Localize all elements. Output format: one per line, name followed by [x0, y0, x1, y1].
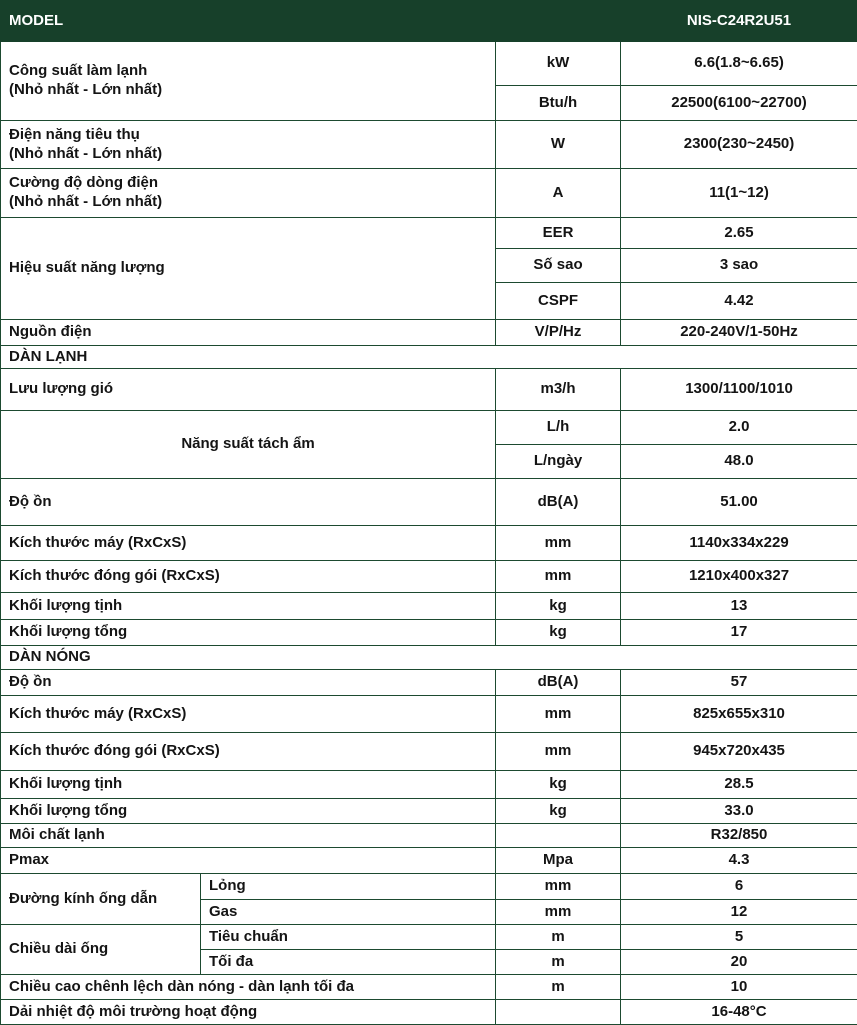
- spec-label: Pmax: [1, 848, 496, 874]
- spec-row: [1, 121, 857, 169]
- value-cell: R32/850: [621, 824, 857, 848]
- spec-label: Chiều dài ống: [1, 925, 201, 975]
- section-row: [1, 646, 857, 670]
- spec-label: Lưu lượng gió: [1, 369, 496, 411]
- spec-label: Khối lượng tịnh: [1, 771, 496, 799]
- spec-row: [1, 479, 857, 526]
- value-cell: 945x720x435: [621, 733, 857, 771]
- value-cell: 48.0: [621, 445, 857, 479]
- unit-cell: m: [496, 925, 621, 950]
- spec-sublabel: Tối đa: [201, 950, 496, 975]
- spec-row: [1, 975, 857, 1000]
- spec-row: [1, 670, 857, 696]
- model-value: NIS-C24R2U51: [621, 1, 857, 42]
- value-cell: 1140x334x229: [621, 526, 857, 561]
- value-cell: 4.3: [621, 848, 857, 874]
- value-cell: 57: [621, 670, 857, 696]
- spec-label: Khối lượng tịnh: [1, 593, 496, 620]
- value-cell: 3 sao: [621, 249, 857, 283]
- spec-row: [1, 874, 857, 900]
- value-cell: 825x655x310: [621, 696, 857, 733]
- unit-cell: W: [496, 121, 621, 169]
- spec-label: Kích thước máy (RxCxS): [1, 696, 496, 733]
- spec-row: [1, 1000, 857, 1025]
- spec-label: Độ ồn: [1, 670, 496, 696]
- value-cell: 5: [621, 925, 857, 950]
- spec-label: Môi chất lạnh: [1, 824, 496, 848]
- value-cell: 11(1~12): [621, 169, 857, 218]
- unit-cell: kg: [496, 771, 621, 799]
- spec-row: [1, 848, 857, 874]
- unit-cell: mm: [496, 561, 621, 593]
- spec-row: [1, 561, 857, 593]
- value-cell: 6: [621, 874, 857, 900]
- spec-label: Công suất làm lạnh (Nhỏ nhất - Lớn nhất): [1, 42, 496, 121]
- unit-cell: V/P/Hz: [496, 320, 621, 346]
- model-label: MODEL: [1, 1, 496, 42]
- spec-label: Đường kính ống dẫn: [1, 874, 201, 925]
- spec-row: [1, 218, 857, 249]
- unit-cell: mm: [496, 900, 621, 925]
- spec-label: Dải nhiệt độ môi trường hoạt động: [1, 1000, 496, 1025]
- section-title: DÀN NÓNG: [1, 646, 857, 670]
- value-cell: 220-240V/1-50Hz: [621, 320, 857, 346]
- spec-row: [1, 320, 857, 346]
- value-cell: 28.5: [621, 771, 857, 799]
- value-cell: 13: [621, 593, 857, 620]
- spec-label: Năng suất tách ẩm: [1, 411, 496, 479]
- spec-label: Nguồn điện: [1, 320, 496, 346]
- spec-row: [1, 925, 857, 950]
- unit-cell: mm: [496, 526, 621, 561]
- section-title: DÀN LẠNH: [1, 346, 857, 369]
- value-cell: 22500(6100~22700): [621, 86, 857, 121]
- value-cell: 20: [621, 950, 857, 975]
- unit-cell: Số sao: [496, 249, 621, 283]
- spec-label: Kích thước đóng gói (RxCxS): [1, 733, 496, 771]
- section-row: [1, 346, 857, 369]
- model-header-row: [1, 1, 857, 42]
- spec-row: [1, 593, 857, 620]
- table-body: [1, 42, 857, 1025]
- value-cell: 16-48°C: [621, 1000, 857, 1025]
- spec-row: [1, 799, 857, 824]
- spec-sublabel: Gas: [201, 900, 496, 925]
- spec-row: [1, 169, 857, 218]
- unit-cell: kg: [496, 620, 621, 646]
- value-cell: 17: [621, 620, 857, 646]
- spec-sublabel: Tiêu chuẩn: [201, 925, 496, 950]
- spec-label: Khối lượng tổng: [1, 620, 496, 646]
- value-cell: 12: [621, 900, 857, 925]
- unit-cell: mm: [496, 874, 621, 900]
- spec-row: [1, 526, 857, 561]
- spec-sublabel: Lỏng: [201, 874, 496, 900]
- unit-cell: [496, 824, 621, 848]
- value-cell: 2.65: [621, 218, 857, 249]
- unit-cell: EER: [496, 218, 621, 249]
- value-cell: 51.00: [621, 479, 857, 526]
- unit-cell: mm: [496, 696, 621, 733]
- unit-cell: CSPF: [496, 283, 621, 320]
- value-cell: 1210x400x327: [621, 561, 857, 593]
- unit-cell: A: [496, 169, 621, 218]
- unit-cell: m3/h: [496, 369, 621, 411]
- unit-cell: kW: [496, 42, 621, 86]
- spec-label: Độ ồn: [1, 479, 496, 526]
- spec-row: [1, 696, 857, 733]
- value-cell: 33.0: [621, 799, 857, 824]
- spec-label: Cường độ dòng điện (Nhỏ nhất - Lớn nhất): [1, 169, 496, 218]
- unit-cell: Btu/h: [496, 86, 621, 121]
- unit-cell: [496, 1000, 621, 1025]
- unit-cell: L/h: [496, 411, 621, 445]
- spec-label: Kích thước đóng gói (RxCxS): [1, 561, 496, 593]
- spec-row: [1, 42, 857, 86]
- header-spacer: [496, 1, 621, 42]
- value-cell: 1300/1100/1010: [621, 369, 857, 411]
- spec-label: Kích thước máy (RxCxS): [1, 526, 496, 561]
- spec-row: [1, 411, 857, 445]
- unit-cell: dB(A): [496, 670, 621, 696]
- spec-label: Điện năng tiêu thụ (Nhỏ nhất - Lớn nhất): [1, 121, 496, 169]
- spec-label: Hiệu suất năng lượng: [1, 218, 496, 320]
- spec-row: [1, 733, 857, 771]
- spec-label: Khối lượng tổng: [1, 799, 496, 824]
- value-cell: 6.6(1.8~6.65): [621, 42, 857, 86]
- value-cell: 10: [621, 975, 857, 1000]
- spec-row: [1, 620, 857, 646]
- spec-label: Chiều cao chênh lệch dàn nóng - dàn lạnh tối đa: [1, 975, 496, 1000]
- value-cell: 2300(230~2450): [621, 121, 857, 169]
- unit-cell: L/ngày: [496, 445, 621, 479]
- unit-cell: Mpa: [496, 848, 621, 874]
- value-cell: 4.42: [621, 283, 857, 320]
- table-header: [1, 1, 857, 42]
- unit-cell: m: [496, 975, 621, 1000]
- value-cell: 2.0: [621, 411, 857, 445]
- unit-cell: mm: [496, 733, 621, 771]
- unit-cell: kg: [496, 593, 621, 620]
- unit-cell: dB(A): [496, 479, 621, 526]
- unit-cell: kg: [496, 799, 621, 824]
- spec-row: [1, 824, 857, 848]
- spec-row: [1, 771, 857, 799]
- unit-cell: m: [496, 950, 621, 975]
- spec-row: [1, 369, 857, 411]
